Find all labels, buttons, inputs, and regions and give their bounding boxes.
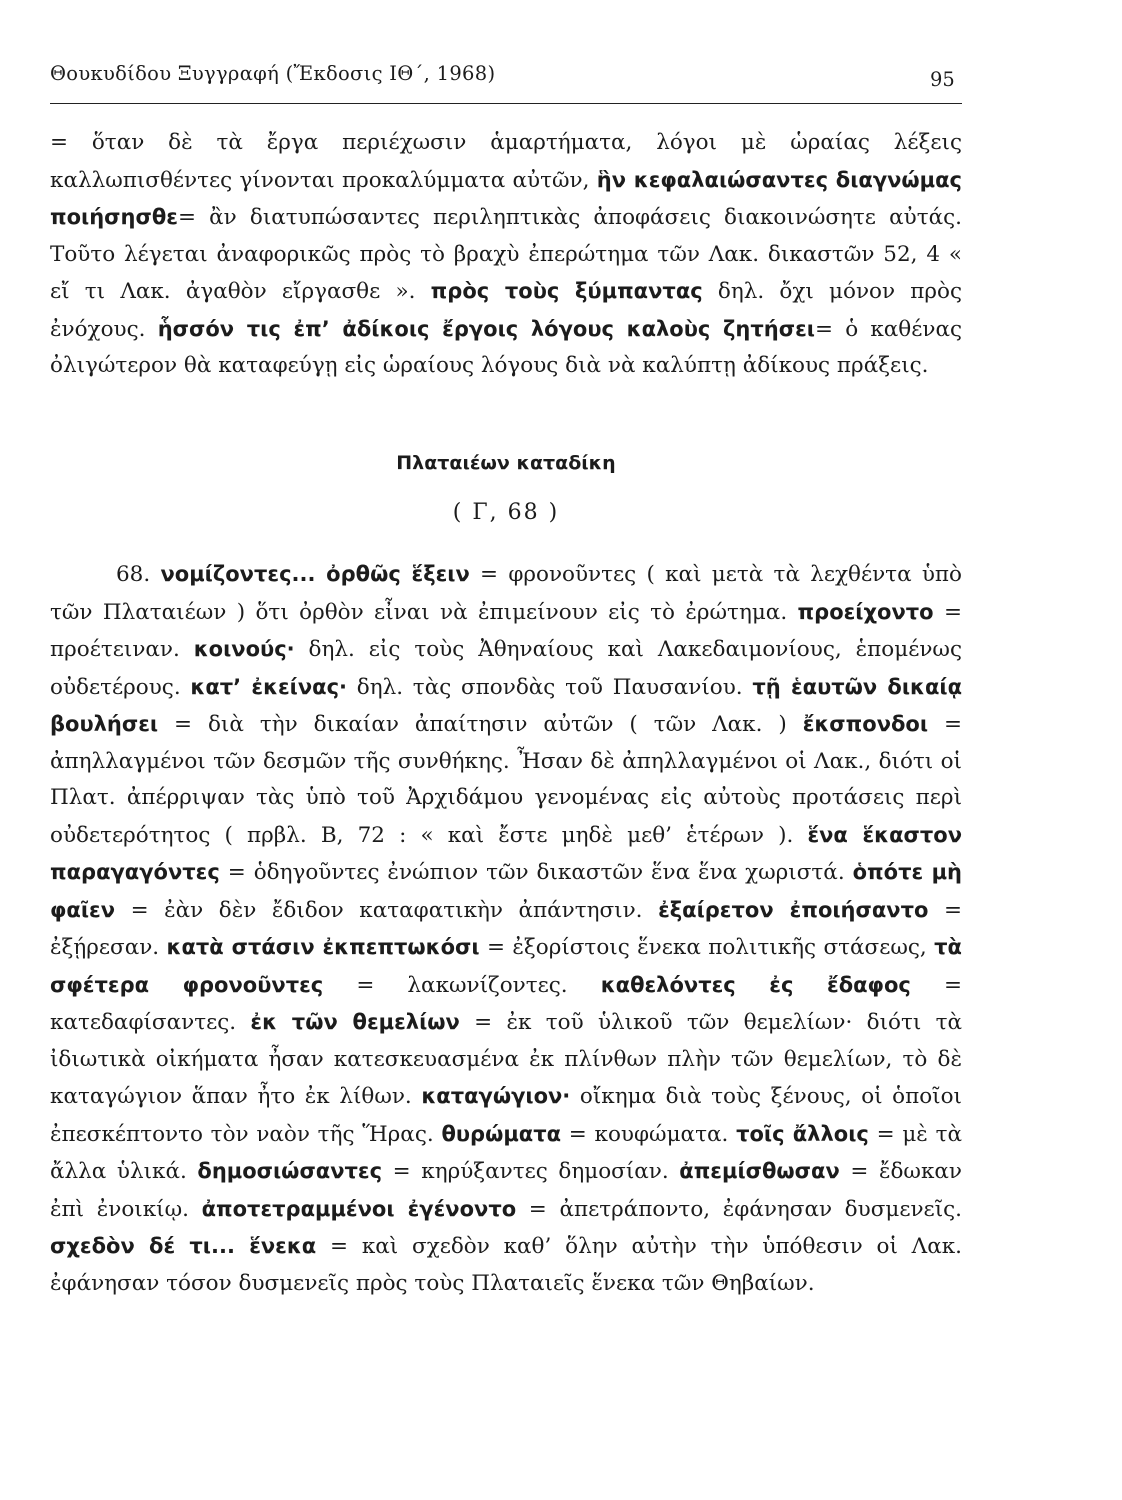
gloss-text: = ἀπετράποντο, ἐφάνησαν δυσμενεῖς. (516, 1196, 963, 1222)
gloss-text: οἴκημα διὰ τοὺς ξένους, οἱ ὁποῖοι ἐπεσκέπτοντο τὸν ναὸν τῆς Ἥρας. (50, 1084, 962, 1147)
lemma-term: τοῖς ἄλλοις (736, 1121, 869, 1146)
lemma-term: ἐκ τῶν θεμελίων (250, 1010, 460, 1034)
gloss-text: = ἐκ τοῦ ὑλικοῦ τῶν θεμελίων· διότι τὰ ἰδιωτικὰ οἰκήματα ἦσαν κατεσκευασμένα ἐκ πλίνθων πλὴν τῶν θεμελίων, τὸ δὲ καταγώγιον ἅπαν ἦτο ἐκ λίθων. (50, 1010, 962, 1109)
lemma-term: καθελόντες ἐς ἔδαφος (600, 972, 911, 997)
lemma-term: ὁπότε μὴ φαῖεν (50, 860, 962, 922)
gloss-text: = ὁ καθένας ὀλιγώτερον θὰ καταφεύγῃ εἰς ὡραίους λόγους διὰ νὰ καλύπτῃ ἀδίκους πράξεις. (50, 316, 963, 378)
lemma-term: τὰ σφέτερα φρονοῦντες (50, 935, 962, 997)
gloss-text: = φρονοῦντες ( καὶ μετὰ τὰ λεχθέντα ὑπὸ τῶν Πλαταιέων ) ὅτι ὀρθὸν εἶναι νὰ ἐπιμείνουν εἰς τὸ ἐρώτημα. (50, 562, 962, 625)
commentary-paragraph-1 (50, 125, 962, 385)
header-rule (50, 103, 962, 104)
lemma-term: ἕνα ἕκαστον παραγαγόντες (50, 822, 962, 884)
lemma-term: προείχοντο (797, 599, 934, 624)
lemma-term: ἧσσόν τις ἐπ’ ἀδίκοις ἔργοις λόγους καλοὺς ζητήσει (157, 316, 815, 341)
lemma-term: νομίζοντες... ὀρθῶς ἕξειν (160, 562, 470, 586)
gloss-text: = κατεδαφίσαντες. (50, 972, 962, 1035)
lemma-term: δημοσιώσαντες (197, 1159, 383, 1183)
commentary-paragraph-2 (50, 556, 962, 1302)
gloss-text: = ὅταν δὲ τὰ ἔργα περιέχωσιν ἁμαρτήματα, λόγοι μὲ ὡραίας λέξεις καλλωπισθέντες γίνονται προκαλύμματα αὐτῶν, (50, 130, 962, 193)
lemma-term: τῇ ἑαυτῶν δικαίᾳ βουλήσει (50, 674, 962, 736)
lemma-term: κατὰ στάσιν ἐκπεπτωκόσι (166, 935, 480, 959)
lemma-term: θυρώματα (441, 1121, 562, 1146)
gloss-text: = ὁδηγοῦντες ἐνώπιον τῶν δικαστῶν ἕνα ἕνα χωριστά. (219, 860, 853, 885)
page-number: 95 (930, 68, 955, 91)
lemma-term: ἀπεμίσθωσαν (679, 1159, 840, 1183)
gloss-text: = κηρύξαντες δημοσίαν. (382, 1159, 680, 1184)
lemma-term: ἀποτετραμμένοι ἐγένοντο (201, 1196, 517, 1221)
gloss-text: = καὶ σχεδὸν καθ’ ὅλην αὐτὴν τὴν ὑπόθεσιν οἱ Λακ. ἐφάνησαν τόσον δυσμενεῖς πρὸς τοὺς Πλαταιεῖς ἕνεκα τῶν Θηβαίων. (50, 1234, 962, 1296)
lemma-term: κοινούς· (193, 637, 295, 661)
lemma-term: ἔκσπονδοι (802, 712, 929, 736)
gloss-text: δηλ. τὰς σπονδὰς τοῦ Παυσανίου. (347, 674, 753, 700)
gloss-text: = κουφώματα. (561, 1121, 737, 1147)
gloss-text: = ἐξορίστοις ἕνεκα πολιτικῆς στάσεως, (479, 935, 935, 960)
gloss-text: = ἐξῄρεσαν. (50, 897, 962, 960)
gloss-text: = διὰ τὴν δικαίαν ἀπαίτησιν αὐτῶν ( τῶν Λακ. ) (158, 712, 803, 737)
gloss-text: = λακωνίζοντες. (323, 972, 601, 998)
lemma-term: σχεδὸν δέ τι... ἕνεκα (50, 1234, 317, 1258)
gloss-text: = ἐὰν δὲν ἔδιδον καταφατικὴν ἀπάντησιν. (115, 897, 659, 923)
running-title: Θουκυδίδου Ξυγγραφή (Ἔκδοσις ΙΘ΄, 1968) (50, 62, 496, 85)
gloss-text: δηλ. ὄχι μόνον πρὸς ἐνόχους. (50, 279, 963, 342)
lemma-term: πρὸς τοὺς ξύμπαντας (430, 279, 703, 303)
section-title: Πλαταιέων καταδίκη (396, 452, 616, 474)
lemma-term: κατ’ ἐκείνας· (190, 674, 348, 699)
gloss-text: = ἂν διατυπώσαντες περιληπτικὰς ἀποφάσεις διακοινώσητε αὐτάς. Τοῦτο λέγεται ἀναφορικῶς πρὸς τὸ βραχὺ ἐπερώτημα τῶν Λακ. δικαστῶν 52, 4 « εἴ τι Λακ. ἀγαθὸν εἴργασθε ». (50, 205, 962, 304)
lemma-term: ἣν κεφαλαιώσαντες διαγνώμας ποιήσησθε (50, 167, 963, 229)
gloss-text: = μὲ τὰ ἄλλα ὑλικά. (50, 1121, 962, 1184)
gloss-text: = προέτειναν. (50, 599, 963, 662)
gloss-text: δηλ. εἰς τοὺς Ἀθηναίους καὶ Λακεδαιμονίους, ἑπομένως οὐδετέρους. (50, 637, 962, 700)
section-reference: ( Γ, 68 ) (452, 500, 560, 525)
lemma-term: ἐξαίρετον ἐποιήσαντο (658, 897, 929, 922)
lemma-term: καταγώγιον· (421, 1084, 571, 1108)
gloss-text: = ἔδωκαν ἐπὶ ἐνοικίῳ. (50, 1159, 962, 1222)
gloss-text: 68. (116, 562, 161, 587)
gloss-text: = ἀπηλλαγμένοι τῶν δεσμῶν τῆς συνθήκης. Ἦσαν δὲ ἀπηλλαγμένοι οἱ Λακ., διότι οἱ Πλατ. ἀπέρριψαν τὰς ὑπὸ τοῦ Ἀρχιδάμου γενομένας εἰς αὐτοὺς προτάσεις περὶ οὐδετερότητος ( πρβλ. Β, 72 : « καὶ ἔστε μηδὲ μεθ’ ἑτέρων ). (50, 712, 962, 848)
